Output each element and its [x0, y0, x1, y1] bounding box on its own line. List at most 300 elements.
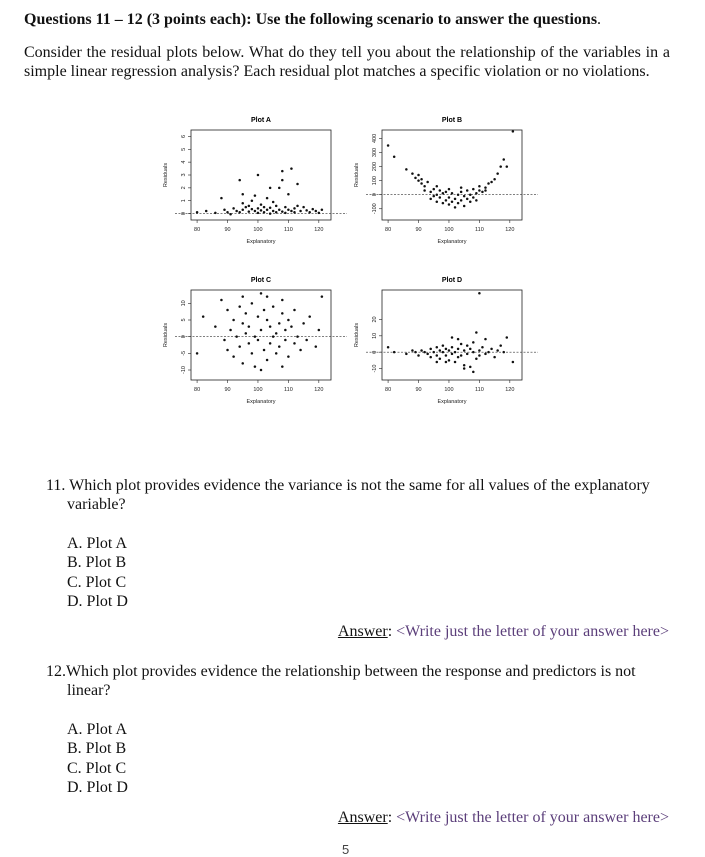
data-point: [302, 206, 305, 209]
data-point: [281, 210, 284, 213]
data-point: [429, 348, 432, 351]
data-point: [463, 349, 466, 352]
data-point: [484, 338, 487, 341]
y-tick-label: 0: [181, 335, 187, 339]
answer-label: Answer: [337, 623, 388, 640]
data-point: [466, 353, 469, 356]
data-point: [475, 192, 478, 195]
x-tick-label: 90: [415, 227, 422, 233]
data-point: [248, 205, 251, 208]
x-tick-label: 90: [224, 227, 231, 233]
data-point: [448, 203, 451, 206]
data-point: [315, 210, 318, 213]
question-12-options: [67, 720, 128, 797]
data-point: [457, 338, 460, 341]
data-point: [469, 366, 472, 369]
data-point: [472, 196, 475, 199]
y-tick-label: 6: [181, 134, 187, 138]
data-point: [448, 196, 451, 199]
data-point: [466, 198, 469, 201]
y-tick-label: 5: [181, 318, 187, 322]
answer-colon: :: [387, 623, 397, 640]
data-point: [293, 342, 296, 345]
option-c[interactable]: C. Plot C: [67, 573, 127, 591]
data-point: [302, 322, 305, 325]
data-point: [232, 207, 235, 210]
y-tick-label: 20: [372, 316, 378, 323]
data-point: [248, 210, 251, 213]
y-tick-label: 10: [181, 300, 187, 307]
data-point: [506, 165, 509, 168]
data-point: [229, 213, 232, 216]
data-point: [472, 188, 475, 191]
y-tick-label: 10: [372, 332, 378, 339]
data-point: [490, 181, 493, 184]
x-axis-label: Explanatory: [246, 239, 276, 245]
question-text: Which plot provides evidence the variance is not the same for all values of the explanatory: [69, 477, 650, 494]
data-point: [263, 309, 266, 312]
data-point: [296, 335, 299, 338]
option-c[interactable]: C. Plot C: [67, 759, 127, 777]
data-point: [272, 305, 275, 308]
answer-line-11: [338, 623, 669, 641]
data-point: [281, 170, 284, 173]
data-point: [226, 211, 229, 214]
data-point: [260, 209, 263, 212]
scenario-intro: Consider the residual plots below. What do they tell you about the relationship of the variables in a simple linear regression analysis? Each residual plot matches a specific violation or no violations.: [24, 44, 670, 80]
page-number: 5: [342, 842, 350, 857]
answer-field[interactable]: <Write just the letter of your answer here>: [396, 809, 669, 826]
data-point: [254, 210, 256, 213]
question-11: [46, 476, 670, 514]
y-tick-label: 5: [181, 147, 187, 151]
data-point: [238, 345, 241, 348]
plot-title: Plot B: [441, 117, 463, 124]
answer-field[interactable]: <Write just the letter of your answer here>: [396, 623, 669, 640]
data-point: [238, 305, 241, 308]
data-point: [284, 339, 287, 342]
data-point: [439, 349, 442, 352]
plot-frame: [382, 290, 522, 380]
data-point: [442, 344, 445, 347]
data-point: [445, 354, 448, 357]
data-point: [499, 165, 502, 168]
option-a[interactable]: A. Plot A: [67, 721, 128, 738]
data-point: [254, 335, 256, 338]
data-point: [420, 182, 423, 185]
data-point: [284, 206, 287, 209]
data-point: [414, 351, 417, 354]
data-point: [411, 349, 414, 352]
data-point: [463, 195, 466, 198]
y-tick-label: 300: [372, 147, 378, 158]
data-point: [405, 353, 408, 356]
x-tick-label: 80: [385, 387, 392, 393]
data-point: [426, 353, 429, 356]
data-point: [475, 357, 478, 360]
data-point: [426, 181, 429, 184]
data-point: [241, 208, 244, 211]
data-point: [263, 211, 266, 214]
option-d[interactable]: D. Plot D: [67, 592, 128, 610]
data-point: [296, 183, 299, 186]
x-tick-label: 100: [253, 387, 263, 393]
data-point: [214, 212, 217, 215]
y-axis-label: Residuals: [354, 162, 360, 188]
data-point: [451, 200, 454, 203]
data-point: [290, 325, 293, 328]
data-point: [478, 354, 481, 357]
data-point: [442, 202, 445, 205]
data-point: [417, 354, 420, 357]
y-tick-label: 0: [181, 212, 187, 216]
y-tick-label: -100: [372, 203, 378, 215]
data-point: [299, 210, 302, 213]
data-point: [260, 292, 263, 295]
data-point: [241, 193, 244, 196]
answer-label: Answer: [337, 809, 388, 826]
plot-frame: [382, 130, 522, 220]
data-point: [248, 325, 251, 328]
data-point: [472, 371, 475, 374]
data-point: [457, 202, 460, 205]
data-point: [512, 361, 515, 364]
data-point: [245, 332, 248, 335]
data-point: [387, 144, 390, 147]
data-point: [251, 302, 254, 305]
data-point: [269, 187, 272, 190]
data-point: [257, 174, 260, 177]
data-point: [272, 335, 275, 338]
data-point: [436, 346, 439, 349]
data-point: [475, 331, 478, 334]
data-point: [499, 344, 502, 347]
x-tick-label: 110: [284, 387, 293, 393]
data-point: [487, 351, 490, 354]
data-point: [311, 208, 314, 211]
y-tick-label: -5: [181, 350, 187, 356]
data-point: [454, 198, 457, 201]
y-axis-label: Residuals: [163, 322, 169, 348]
data-point: [308, 211, 311, 214]
data-point: [512, 130, 515, 133]
answer-colon: :: [387, 809, 397, 826]
data-point: [448, 359, 451, 362]
data-point: [293, 309, 296, 312]
option-b[interactable]: B. Plot B: [67, 554, 127, 572]
heading-bold: Questions 11 – 12 (3 points each): Use the following scenario to answer the questions: [24, 11, 598, 28]
y-tick-label: 1: [181, 199, 187, 203]
data-point: [493, 356, 496, 359]
data-point: [269, 342, 272, 345]
data-point: [305, 339, 308, 342]
data-point: [475, 199, 478, 202]
data-point: [481, 346, 484, 349]
data-point: [420, 178, 423, 181]
plot-title: Plot A: [251, 117, 271, 124]
data-point: [417, 174, 420, 177]
data-point: [260, 203, 263, 206]
data-point: [257, 207, 260, 210]
data-point: [305, 209, 308, 212]
data-point: [460, 343, 463, 346]
data-point: [254, 365, 256, 368]
option-b[interactable]: B. Plot B: [67, 740, 127, 758]
data-point: [436, 200, 439, 203]
question-number: 11.: [46, 477, 66, 494]
data-point: [287, 319, 290, 322]
data-point: [484, 353, 487, 356]
data-point: [454, 361, 457, 364]
data-point: [429, 198, 432, 201]
data-point: [241, 295, 244, 298]
data-point: [321, 208, 324, 211]
data-point: [251, 208, 254, 211]
data-point: [436, 193, 439, 196]
data-point: [417, 179, 420, 182]
data-point: [502, 351, 505, 354]
data-point: [506, 336, 509, 339]
data-point: [318, 212, 321, 215]
data-point: [226, 349, 229, 352]
option-a[interactable]: A. Plot A: [67, 535, 128, 552]
data-point: [405, 168, 408, 171]
y-tick-label: 0: [372, 350, 378, 354]
x-tick-label: 90: [224, 387, 231, 393]
data-point: [241, 202, 244, 205]
data-point: [196, 211, 199, 214]
data-point: [238, 211, 241, 214]
x-tick-label: 110: [475, 387, 484, 393]
data-point: [269, 207, 272, 210]
data-point: [502, 158, 505, 161]
y-tick-label: -10: [181, 366, 187, 374]
data-point: [257, 212, 260, 215]
data-point: [451, 346, 454, 349]
data-point: [387, 346, 390, 349]
data-point: [275, 205, 278, 208]
y-tick-label: 400: [372, 133, 378, 144]
data-point: [448, 188, 451, 191]
data-point: [275, 352, 278, 355]
x-tick-label: 110: [475, 227, 484, 233]
data-point: [457, 348, 460, 351]
data-point: [251, 352, 254, 355]
data-point: [321, 295, 324, 298]
data-point: [275, 211, 278, 214]
data-point: [439, 196, 442, 199]
data-point: [223, 208, 226, 211]
data-point: [238, 179, 241, 182]
residual-plots-svg: [158, 108, 538, 428]
question-12: [46, 662, 670, 700]
y-tick-label: 2: [181, 186, 187, 190]
y-tick-label: 0: [372, 193, 378, 197]
data-point: [245, 312, 248, 315]
data-point: [469, 348, 472, 351]
data-point: [241, 362, 244, 365]
data-point: [248, 342, 251, 345]
plot-frame: [191, 130, 331, 220]
x-tick-label: 100: [253, 227, 263, 233]
data-point: [281, 299, 284, 302]
data-point: [436, 354, 439, 357]
data-point: [226, 309, 229, 312]
data-point: [454, 351, 457, 354]
plot-panel: [354, 117, 538, 245]
residual-plots: [158, 108, 538, 428]
data-point: [411, 172, 414, 175]
data-point: [287, 355, 290, 358]
data-point: [235, 335, 238, 338]
data-point: [478, 292, 481, 295]
plot-title: Plot D: [441, 277, 463, 284]
data-point: [414, 177, 417, 180]
data-point: [220, 299, 223, 302]
data-point: [220, 197, 223, 200]
data-point: [254, 194, 256, 197]
data-point: [463, 364, 466, 367]
data-point: [214, 325, 217, 328]
plot-panel: [354, 277, 538, 405]
y-tick-label: -10: [372, 364, 378, 373]
data-point: [266, 295, 269, 298]
x-tick-label: 120: [314, 227, 324, 233]
data-point: [487, 182, 490, 185]
data-point: [445, 199, 448, 202]
data-point: [293, 211, 296, 214]
data-point: [429, 356, 432, 359]
data-point: [442, 192, 445, 195]
data-point: [432, 195, 435, 198]
data-point: [202, 315, 205, 318]
data-point: [232, 319, 235, 322]
data-point: [493, 178, 496, 181]
plot-panel: [163, 117, 347, 245]
data-point: [196, 352, 199, 355]
data-point: [205, 210, 208, 213]
data-point: [284, 329, 287, 332]
x-axis-label: Explanatory: [437, 239, 467, 245]
data-point: [281, 179, 284, 182]
data-point: [223, 339, 226, 342]
x-tick-label: 120: [314, 387, 324, 393]
data-point: [241, 322, 244, 325]
y-axis-label: Residuals: [354, 322, 360, 348]
data-point: [457, 356, 460, 359]
data-point: [451, 192, 454, 195]
data-point: [269, 325, 272, 328]
data-point: [436, 185, 439, 188]
data-point: [290, 167, 293, 170]
x-axis-label: Explanatory: [437, 399, 467, 405]
x-tick-label: 100: [444, 387, 454, 393]
data-point: [232, 355, 235, 358]
data-point: [460, 186, 463, 189]
y-tick-label: 4: [181, 160, 187, 164]
data-point: [436, 361, 439, 364]
y-tick-label: 200: [372, 161, 378, 172]
data-point: [423, 351, 426, 354]
data-point: [496, 172, 499, 175]
x-tick-label: 120: [505, 387, 515, 393]
data-point: [281, 365, 284, 368]
data-point: [287, 208, 290, 211]
data-point: [439, 189, 442, 192]
data-point: [469, 193, 472, 196]
data-point: [318, 329, 321, 332]
data-point: [481, 191, 484, 194]
data-point: [269, 212, 272, 215]
data-point: [490, 348, 493, 351]
data-point: [463, 367, 466, 370]
data-point: [484, 189, 487, 192]
data-point: [281, 312, 284, 315]
data-point: [448, 349, 451, 352]
data-point: [478, 349, 481, 352]
data-point: [251, 199, 254, 202]
data-point: [315, 345, 318, 348]
data-point: [478, 185, 481, 188]
plot-frame: [191, 290, 331, 380]
data-point: [478, 189, 481, 192]
data-point: [266, 208, 269, 211]
data-point: [278, 187, 281, 190]
data-point: [423, 189, 426, 192]
data-point: [263, 349, 266, 352]
data-point: [460, 354, 463, 357]
data-point: [496, 349, 499, 352]
data-point: [439, 357, 442, 360]
question-text: Which plot provides evidence the relationship between the response and predictors is not: [66, 663, 636, 680]
data-point: [472, 351, 475, 354]
data-point: [466, 344, 469, 347]
option-d[interactable]: D. Plot D: [67, 778, 128, 796]
data-point: [393, 351, 396, 354]
data-point: [257, 339, 260, 342]
data-point: [290, 210, 293, 213]
data-point: [451, 353, 454, 356]
data-point: [484, 186, 487, 189]
data-point: [445, 191, 448, 194]
data-point: [235, 210, 238, 213]
data-point: [463, 205, 466, 208]
x-tick-label: 80: [194, 387, 201, 393]
data-point: [263, 206, 266, 209]
y-tick-label: 100: [372, 176, 378, 186]
question-text-cont: linear?: [67, 682, 111, 699]
data-point: [278, 322, 281, 325]
x-tick-label: 90: [415, 387, 422, 393]
x-tick-label: 100: [444, 227, 454, 233]
x-axis-label: Explanatory: [246, 399, 276, 405]
data-point: [257, 315, 260, 318]
data-point: [429, 191, 432, 194]
data-point: [454, 206, 457, 209]
data-point: [432, 188, 435, 191]
data-point: [466, 189, 469, 192]
data-point: [284, 212, 287, 215]
data-point: [432, 351, 435, 354]
data-point: [472, 341, 475, 344]
x-tick-label: 80: [385, 227, 392, 233]
data-point: [272, 201, 275, 204]
data-point: [260, 369, 263, 372]
answer-line-12: [338, 809, 669, 827]
data-point: [293, 207, 296, 210]
question-text-cont: variable?: [67, 496, 126, 513]
data-point: [266, 197, 269, 200]
